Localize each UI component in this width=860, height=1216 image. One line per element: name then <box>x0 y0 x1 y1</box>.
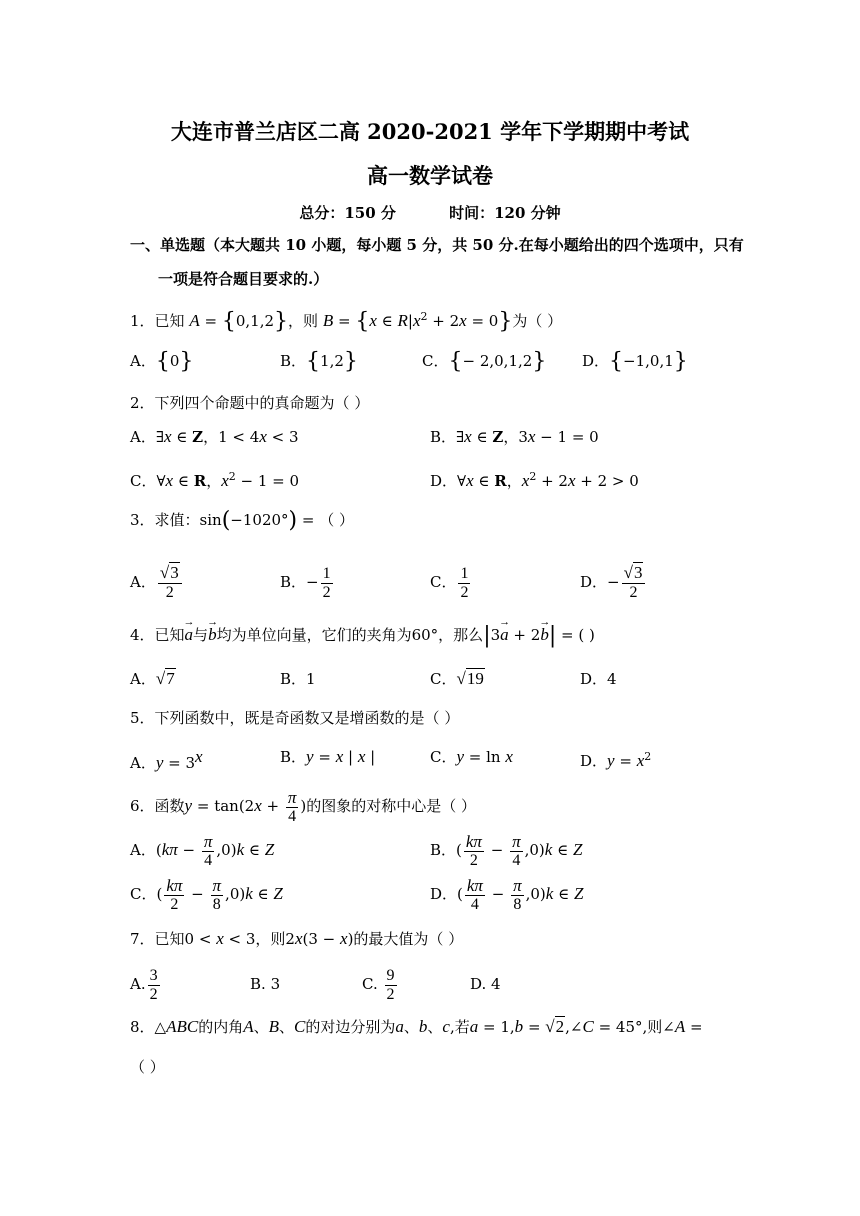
q4-option-d: D．4 <box>580 670 617 688</box>
q3-option-d: D．− $\frac{√3}{2}$ <box>580 560 647 604</box>
q2-option-c: C．∀x ∈ R，$x^2 - 1 = 0$ <box>130 470 300 490</box>
question-7-stem: 7．已知0 < x < 3，则2x(3 − x)的最大值为（ ） <box>130 929 464 948</box>
question-5-options <box>130 742 750 772</box>
q4-option-b: B．1 <box>280 670 316 688</box>
exam-meta <box>0 202 860 223</box>
q3-option-b: B．− $\frac{1}{2}$ <box>280 564 331 601</box>
q2-option-d: D．∀x ∈ R，$x^2 + 2x + 2 > 0$ <box>430 470 639 490</box>
question-4-stem: 4．已知→ a与→ b均为单位向量，它们的夹角为60°，那么|3→ a + 2→ b| = ( ) <box>130 620 750 650</box>
q5-option-c: C．y = ln x <box>430 747 513 766</box>
exam-time: 时间：120 分钟 <box>449 204 561 222</box>
q7-option-b: B. 3 <box>250 975 281 993</box>
q3-option-a: A． $\frac{√3}{2}$ <box>130 560 184 604</box>
q6-option-c: C．( $\frac{k\pi}{2}$ − $\frac{\pi}{8}$ ,0)k ∈ Z <box>130 875 283 913</box>
section-line-1: 一、单选题（本大题共 10 小题，每小题 5 分，共 50 分.在每小题给出的四个选项中，只有 <box>130 236 744 254</box>
question-6-options-ab <box>130 828 750 872</box>
question-2-options-ab <box>130 422 750 452</box>
question-4-options <box>130 664 750 694</box>
section-line-2: 一项是符合题目要求的.） <box>158 270 329 288</box>
q4-option-a: A．√7 <box>130 669 175 688</box>
question-1-stem: 1．已知 A = {0,1,2}，则 B = {x ∈ $R|x^2 + 2x = 0$}为（ ） <box>130 309 563 334</box>
q5-option-d: D．$y = x^2$ <box>580 750 652 770</box>
total-score: 总分：150 分 <box>299 204 396 222</box>
q2-option-a: A．∃x ∈ Z，1 < 4x < 3 <box>130 427 299 446</box>
q3-option-c: C． $\frac{1}{2}$ <box>430 564 469 601</box>
question-3-stem: 3．求值：sin(−1020°) = （ ） <box>130 508 355 533</box>
question-2-options-cd <box>130 462 750 492</box>
q6-option-b: B．( $\frac{k\pi}{2}$ − $\frac{\pi}{4}$ ,0)k ∈ Z <box>430 831 583 869</box>
q1-option-a: A．{0} <box>130 349 194 374</box>
q7-option-c: C. $\frac{9}{2}$ <box>362 966 395 1003</box>
q2-option-b: B．∃x ∈ Z，3x − 1 = 0 <box>430 427 599 446</box>
question-2-stem: 2．下列四个命题中的真命题为（ ） <box>130 394 370 412</box>
question-3-options <box>130 560 750 604</box>
q5-option-b: B．y = x | x | <box>280 747 376 766</box>
q4-option-c: C．√19 <box>430 669 484 688</box>
q1-option-b: B．{1,2} <box>280 349 358 374</box>
question-6-options-cd <box>130 872 750 916</box>
question-8-stem: 8．△ABC的内角A、B、C的对边分别为a、b、c,若a = 1,b = √2,∠C = 45°,则∠A = <box>130 1017 703 1036</box>
q7-option-d: D. 4 <box>470 975 501 993</box>
q6-option-d: D．( $\frac{k\pi}{4}$ − $\frac{\pi}{8}$ ,0)k ∈ Z <box>430 875 584 913</box>
q7-option-a: A. $\frac{3}{2}$ <box>130 966 158 1003</box>
question-8-line-2: （ ） <box>130 1058 165 1076</box>
section-heading <box>130 228 750 296</box>
question-7-options <box>130 962 750 1006</box>
question-5-stem: 5．下列函数中，既是奇函数又是增函数的是（ ） <box>130 709 460 727</box>
q6-option-a: A．(kπ − $\frac{\pi}{4}$ ,0)k ∈ Z <box>130 831 275 869</box>
exam-title: 大连市普兰店区二高 2020-2021 学年下学期期中考试 <box>170 119 690 144</box>
question-6-stem: 6．函数y = tan(2x + $\frac{\pi}{4}$ )的图象的对称中心是（ ） <box>130 787 477 825</box>
exam-subtitle: 高一数学试卷 <box>367 163 493 188</box>
q5-option-a: A．$y = 3^x$ <box>130 747 203 772</box>
q1-option-d: D．{−1,0,1} <box>582 349 688 374</box>
q1-option-c: C．{− 2,0,1,2} <box>422 349 547 374</box>
question-1-options <box>130 346 750 376</box>
